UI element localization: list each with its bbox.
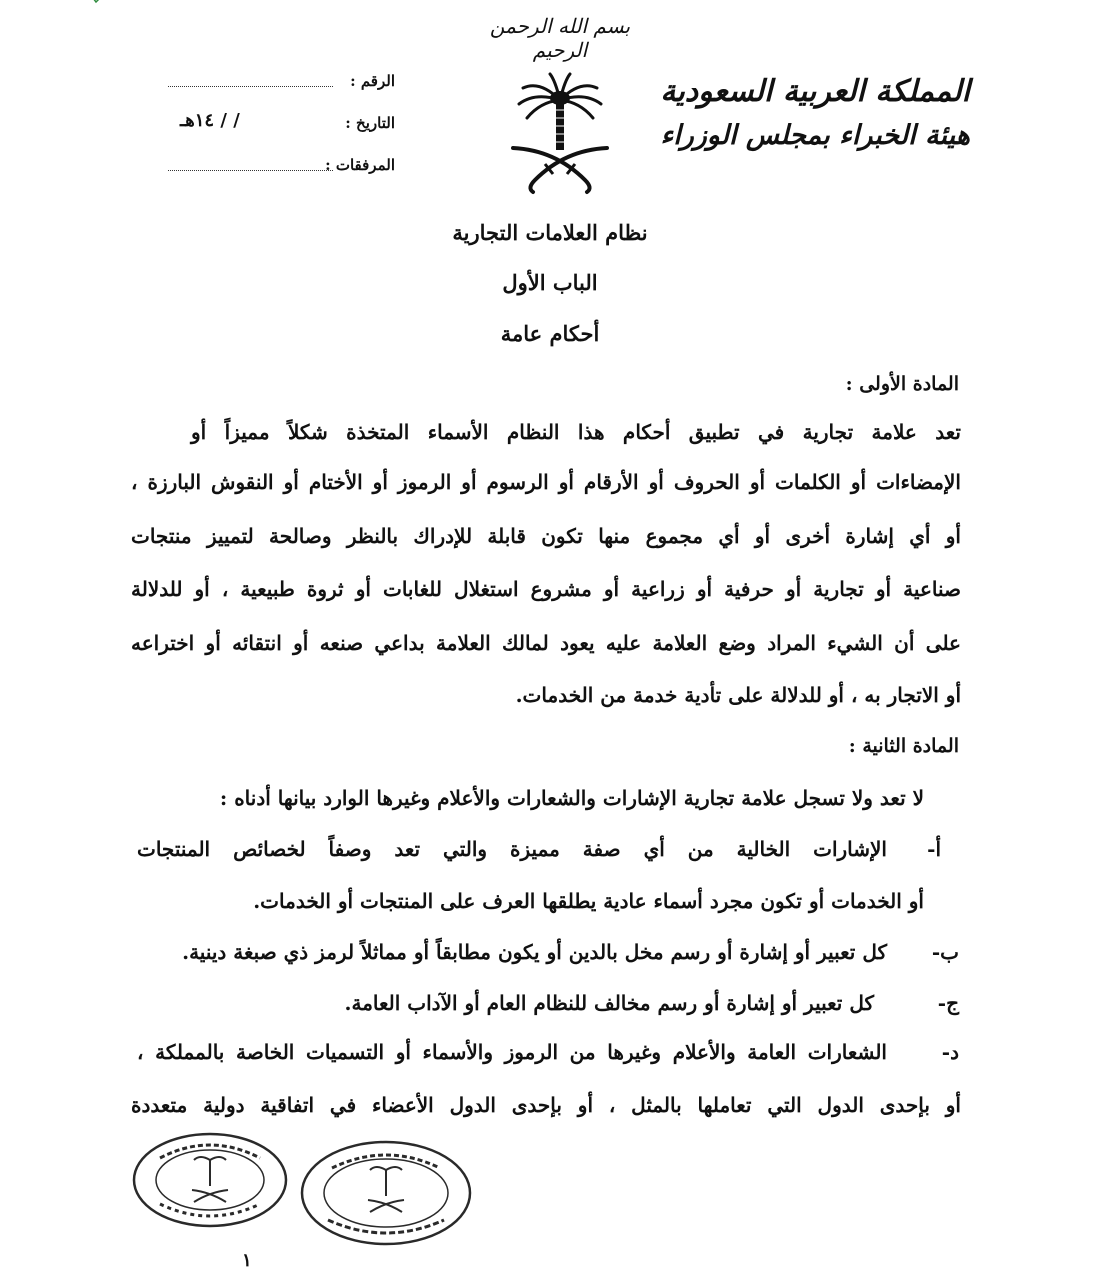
attachments-line (168, 170, 333, 171)
item-letter: د- (941, 1040, 959, 1064)
date-label: التاريخ : (345, 114, 395, 132)
article-1-line: أو أي إشارة أخرى أو أي مجموع منها تكون قابلة للإدراك بالنظر وصالحة لتمييز منتجات (131, 524, 961, 548)
item-line: الإشارات الخالية من أي صفة مميزة والتي تعد وصفاً لخصائص المنتجات (137, 837, 887, 861)
issuing-authority-letterhead (660, 70, 970, 158)
law-title: نظام العلامات التجارية (452, 220, 648, 245)
official-seal-left (130, 1130, 290, 1230)
attachments-label: المرفقات : (325, 156, 395, 174)
chapter-title: أحكام عامة (500, 321, 600, 346)
item-line: أو بإحدى الدول التي تعاملها بالمثل ، أو بإحدى الدول الأعضاء في اتفاقية دولية متعددة (131, 1093, 961, 1117)
article-2-heading: المادة الثانية : (848, 735, 959, 757)
item-line: كل تعبير أو إشارة أو رسم مخل بالدين أو يكون مطابقاً أو مماثلاً لرمز ذي صبغة دينية. (182, 940, 887, 964)
article-1-heading: المادة الأولى : (845, 373, 959, 395)
official-seal-right (298, 1138, 474, 1248)
chapter-heading: الباب الأول (502, 270, 598, 295)
ref-number-row (160, 66, 395, 108)
article-1-line: الإمضاءات أو الكلمات أو الحروف أو الأرقام أو الرسوم أو الرموز أو الأختام أو النقوش البارزة ، (131, 470, 961, 494)
page-number: ١ (242, 1250, 252, 1271)
corner-check-mark-icon (88, 0, 108, 6)
kingdom-name: المملكة العربية السعودية (660, 74, 970, 109)
date-row (160, 108, 395, 150)
item-line: أو الخدمات أو تكون مجرد أسماء عادية يطلقها العرف على المنتجات أو الخدمات. (253, 889, 924, 913)
article-1-line: تعد علامة تجارية في تطبيق أحكام هذا النظام الأسماء المتخذة شكلاً مميزاً أو (191, 420, 961, 444)
item-letter: ج- (937, 991, 959, 1015)
basmala: بسم الله الرحمن الرحيم (489, 14, 631, 62)
authority-name: هيئة الخبراء بمجلس الوزراء (660, 120, 970, 151)
ref-number-line (168, 86, 333, 87)
ref-number-label: الرقم : (350, 72, 395, 90)
item-line: كل تعبير أو إشارة أو رسم مخالف للنظام العام أو الآداب العامة. (344, 991, 874, 1015)
attachments-row (160, 150, 395, 192)
item-letter: أ- (927, 837, 941, 861)
reference-fields (160, 66, 395, 192)
date-value: / / ١٤هـ (180, 110, 240, 131)
article-1-line: أو الاتجار به ، أو للدلالة على تأدية خدمة من الخدمات. (515, 683, 961, 707)
article-1-line: صناعية أو تجارية أو حرفية أو زراعية أو مشروع استغلال للغابات أو ثروة طبيعية ، أو للدلالة (131, 577, 961, 601)
palm-and-swords-emblem-icon (505, 70, 615, 195)
item-line: الشعارات العامة والأعلام وغيرها من الرموز والأسماء أو التسميات الخاصة بالمملكة ، (137, 1040, 887, 1064)
item-letter: ب- (931, 940, 959, 964)
article-2-intro: لا تعد ولا تسجل علامة تجارية الإشارات والشعارات والأعلام وغيرها الوارد بيانها أدناه : (219, 786, 924, 810)
article-1-line: على أن الشيء المراد وضع العلامة عليه يعود لمالك العلامة بداعي صنعه أو انتقائه أو اختراعه (131, 631, 961, 655)
